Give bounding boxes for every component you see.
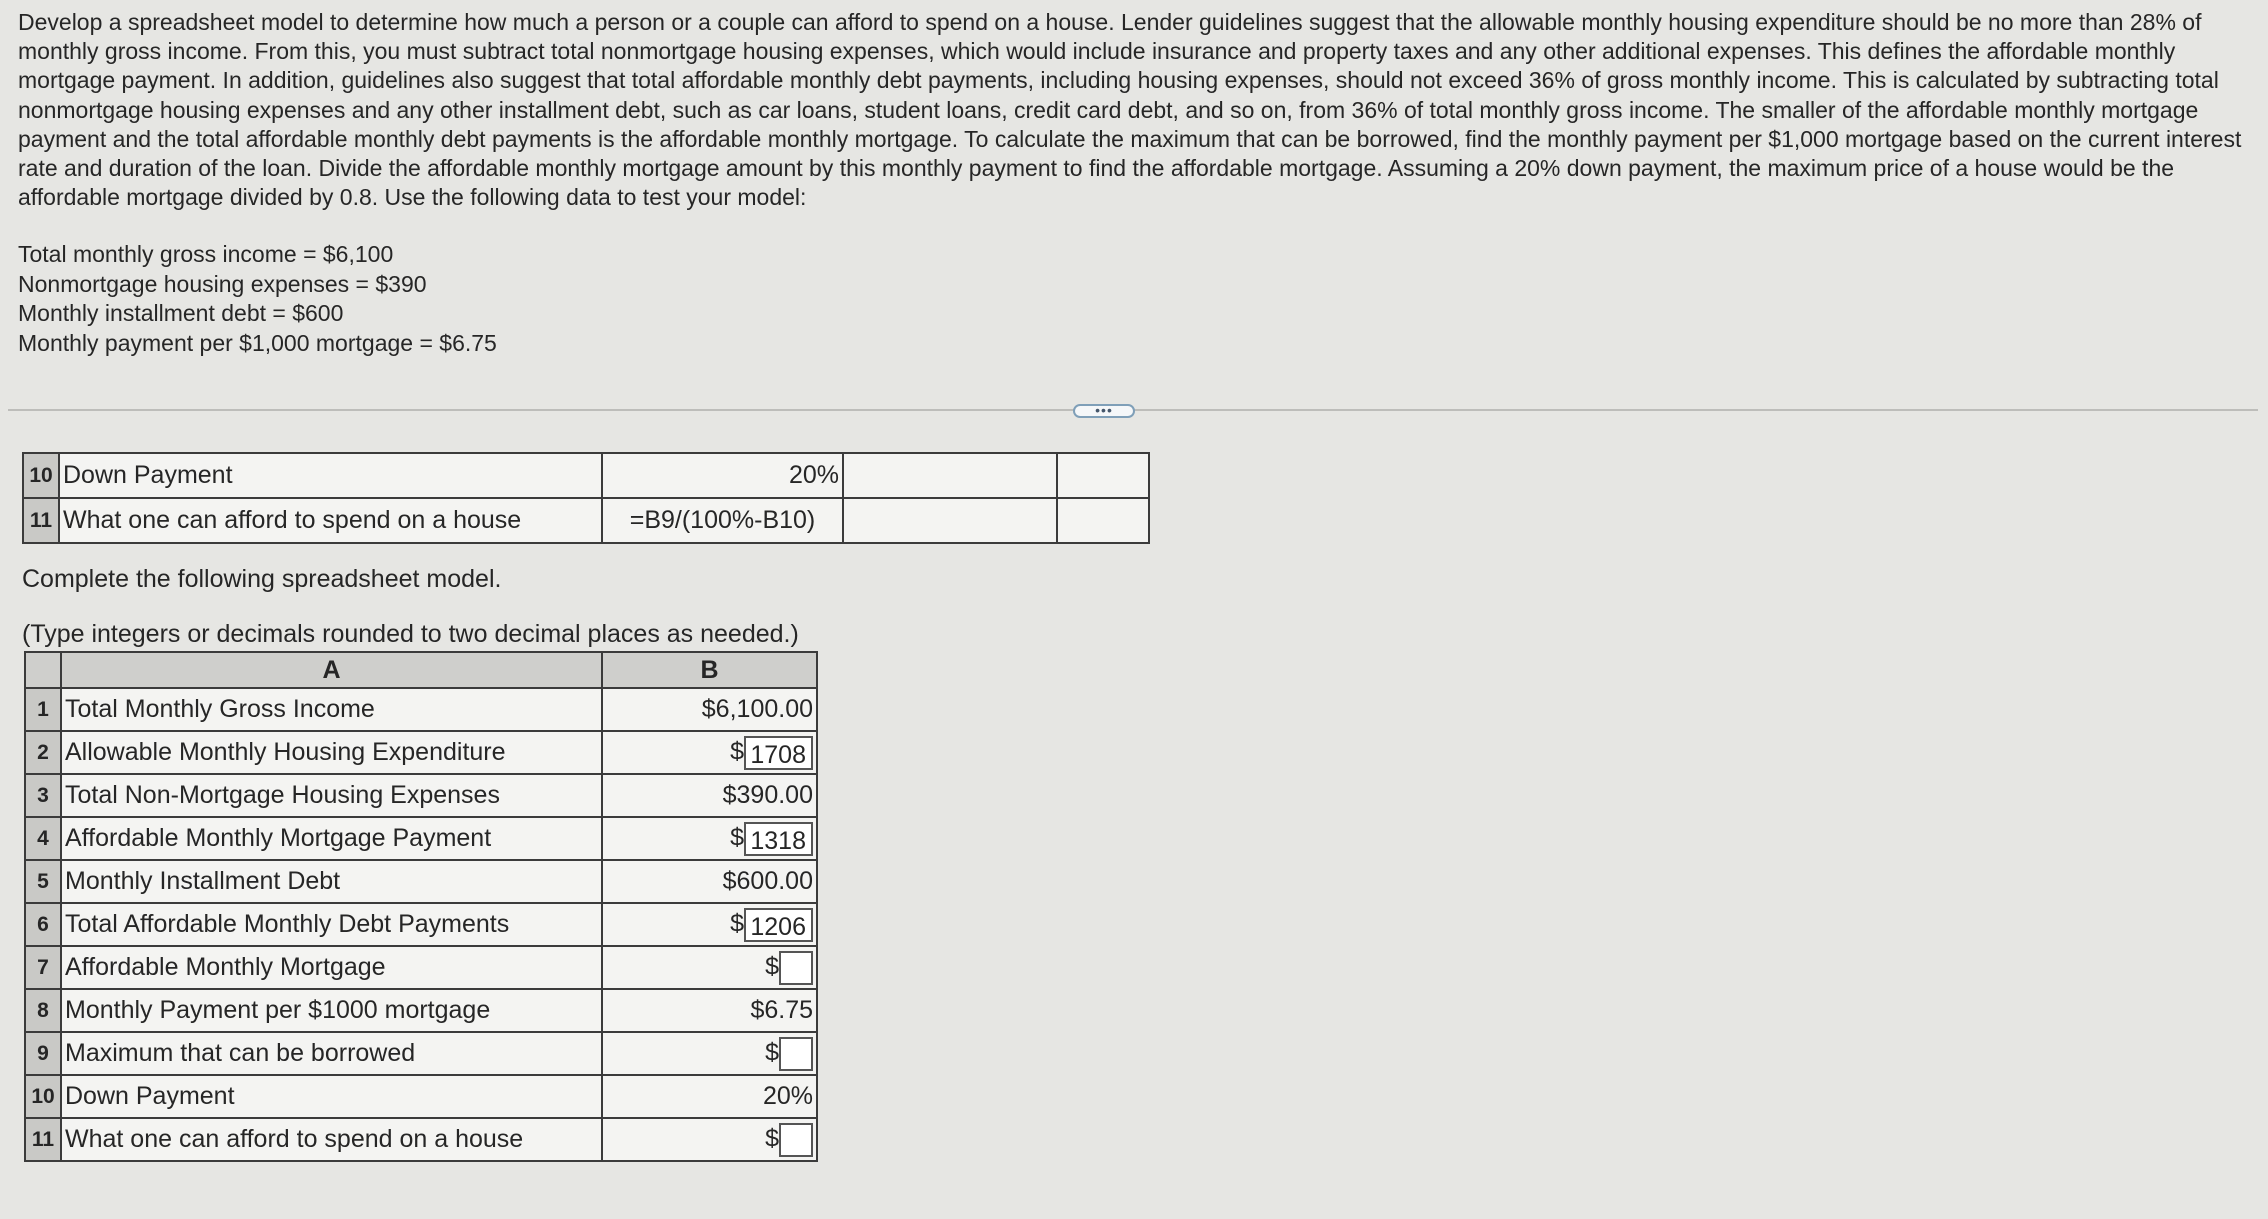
dollar-sign: $ <box>765 952 779 981</box>
answer-cell <box>602 1032 817 1075</box>
row-label: Total Monthly Gross Income <box>61 688 602 731</box>
answer-input-row-9[interactable] <box>779 1037 813 1071</box>
cell-value: $390.00 <box>602 774 817 817</box>
answer-cell <box>602 731 817 774</box>
row-label: Affordable Monthly Mortgage <box>61 946 602 989</box>
corner-cell <box>25 652 61 688</box>
answer-cell <box>602 946 817 989</box>
table-row <box>25 731 817 774</box>
answer-input-row-11[interactable] <box>779 1123 813 1157</box>
empty-cell <box>843 498 1057 543</box>
cell-value: $6.75 <box>602 989 817 1032</box>
table-row <box>25 1118 817 1161</box>
rounding-note: (Type integers or decimals rounded to two decimal places as needed.) <box>22 620 799 648</box>
row-label: What one can afford to spend on a house <box>59 498 602 543</box>
table-row <box>25 1075 817 1118</box>
row-number: 8 <box>25 989 61 1032</box>
row-label: What one can afford to spend on a house <box>61 1118 602 1161</box>
column-header-b: B <box>602 652 817 688</box>
empty-cell <box>1057 498 1149 543</box>
row-label: Total Non-Mortgage Housing Expenses <box>61 774 602 817</box>
row-number: 4 <box>25 817 61 860</box>
table-row <box>25 903 817 946</box>
instruction-text: Complete the following spreadsheet model. <box>22 565 502 593</box>
row-label: Down Payment <box>59 453 602 498</box>
row-number: 3 <box>25 774 61 817</box>
row-label: Monthly Installment Debt <box>61 860 602 903</box>
row-label: Total Affordable Monthly Debt Payments <box>61 903 602 946</box>
answer-cell <box>602 903 817 946</box>
table-row <box>23 453 1149 498</box>
header-row <box>25 652 817 688</box>
cell-value: 20% <box>602 453 843 498</box>
dollar-sign: $ <box>765 1124 779 1153</box>
answer-cell <box>602 817 817 860</box>
row-label: Allowable Monthly Housing Expenditure <box>61 731 602 774</box>
table-row <box>25 817 817 860</box>
column-header-a: A <box>61 652 602 688</box>
given-data <box>18 240 497 358</box>
cell-value: $600.00 <box>602 860 817 903</box>
dollar-sign: $ <box>730 823 744 852</box>
row-number: 10 <box>23 453 59 498</box>
row-number: 7 <box>25 946 61 989</box>
given-payment-per-1000: Monthly payment per $1,000 mortgage = $6.75 <box>18 329 497 356</box>
expand-more-button[interactable]: ••• <box>1073 404 1135 418</box>
row-number: 6 <box>25 903 61 946</box>
reference-table <box>22 452 1150 544</box>
table-row <box>25 774 817 817</box>
answer-input-row-4[interactable]: 1318 <box>744 822 813 856</box>
table-row <box>25 946 817 989</box>
row-number: 2 <box>25 731 61 774</box>
formula-cell: =B9/(100%-B10) <box>602 498 843 543</box>
table-row <box>25 1032 817 1075</box>
row-label: Maximum that can be borrowed <box>61 1032 602 1075</box>
row-number: 1 <box>25 688 61 731</box>
row-label: Affordable Monthly Mortgage Payment <box>61 817 602 860</box>
table-row <box>25 860 817 903</box>
given-nonmortgage-expenses: Nonmortgage housing expenses = $390 <box>18 270 427 297</box>
dollar-sign: $ <box>730 737 744 766</box>
row-number: 11 <box>23 498 59 543</box>
empty-cell <box>843 453 1057 498</box>
table-row <box>23 498 1149 543</box>
dollar-sign: $ <box>765 1038 779 1067</box>
given-gross-income: Total monthly gross income = $6,100 <box>18 241 394 267</box>
row-number: 9 <box>25 1032 61 1075</box>
row-number: 10 <box>25 1075 61 1118</box>
table-row <box>25 688 817 731</box>
given-installment-debt: Monthly installment debt = $600 <box>18 300 344 326</box>
answer-cell <box>602 1118 817 1161</box>
cell-value: $6,100.00 <box>602 688 817 731</box>
row-number: 11 <box>25 1118 61 1161</box>
table-row <box>25 989 817 1032</box>
dollar-sign: $ <box>730 909 744 938</box>
cell-value: 20% <box>602 1075 817 1118</box>
spreadsheet-model-table <box>24 651 818 1162</box>
answer-input-row-2[interactable]: 1708 <box>744 736 813 770</box>
row-label: Monthly Payment per $1000 mortgage <box>61 989 602 1032</box>
empty-cell <box>1057 453 1149 498</box>
problem-statement: Develop a spreadsheet model to determine how much a person or a couple can afford to spend on a house. Lender guidelines suggest that the allowable monthly housing expenditure should be no more than 28% of monthly gross income. From this, you must subtract total nonmortgage housing expenses, which would include insurance and property taxes and any other additional expenses. This defines the affordable monthly mortgage payment. In addition, guidelines also suggest that total affordable monthly debt payments, including housing expenses, should not exceed 36% of gross monthly income. This is calculated by subtracting total nonmortgage housing expenses and any other installment debt, such as car loans, student loans, credit card debt, and so on, from 36% of total monthly gross income. The smaller of the affordable monthly mortgage payment and the total affordable monthly debt payments is the affordable monthly mortgage. To calculate the maximum that can be borrowed, find the monthly payment per $1,000 mortgage based on the current interest rate and duration of the loan. Divide the affordable monthly mortgage amount by this monthly payment to find the affordable mortgage. Assuming a 20% down payment, the maximum price of a house would be the affordable mortgage divided by 0.8. Use the following data to test your model: <box>18 9 2242 211</box>
answer-input-row-7[interactable] <box>779 951 813 985</box>
answer-input-row-6[interactable]: 1206 <box>744 908 813 942</box>
row-label: Down Payment <box>61 1075 602 1118</box>
row-number: 5 <box>25 860 61 903</box>
